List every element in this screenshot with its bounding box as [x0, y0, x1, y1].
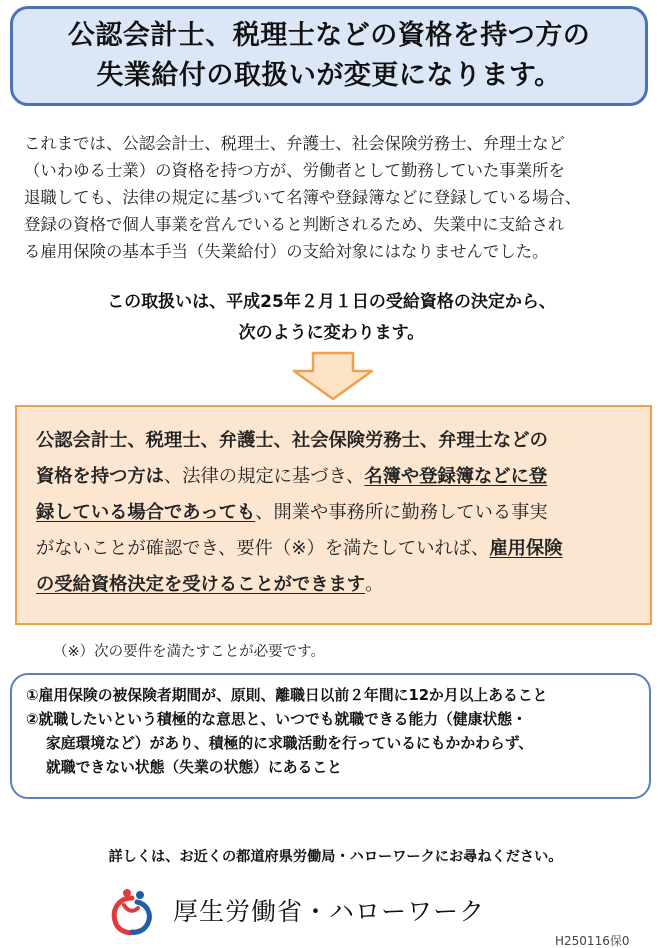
intro-line: （いわゆる士業）の資格を持つ方が、労働者として勤務していた事業所を: [24, 161, 565, 180]
highlight-text: 資格を持つ方は: [36, 466, 164, 487]
change-announcement: [0, 287, 663, 349]
highlight-underline: 名簿や登録簿などに登: [364, 466, 548, 487]
requirement-2-continued: 就職できない状態（失業の状態）にあること: [46, 759, 342, 776]
highlight-text: 、法律の規定に基づき、: [163, 466, 365, 487]
intro-line: これまでは、公認会計士、税理士、弁護士、社会保険労務士、弁理士など: [24, 134, 565, 153]
requirements-note: （※）次の要件を満たすことが必要です。: [53, 644, 325, 660]
requirement-2: ②就職したいという積極的な意思と、いつでも就職できる能力（健康状態・: [26, 711, 527, 728]
ministry-name: 厚生労働省・ハローワーク: [173, 897, 486, 926]
intro-paragraph: [24, 130, 644, 265]
intro-line: 登録の資格で個人事業を営んでいると判断されるため、失業中に支給され: [24, 215, 565, 234]
down-arrow-icon: [291, 351, 375, 401]
highlight-underline: 雇用保険: [489, 538, 563, 559]
highlight-underline: 録している場合であっても: [36, 502, 256, 523]
inquiry-text: 詳しくは、お近くの都道府県労働局・ハローワークにお尋ねください。: [108, 849, 563, 865]
mhlw-logo-icon: [110, 888, 156, 936]
highlight-box: [15, 405, 652, 625]
highlight-text: 公認会計士、税理士、弁護士、社会保険労務士、弁理士などの: [36, 430, 548, 451]
title-line-1: 公認会計士、税理士などの資格を持つ方の: [67, 20, 591, 51]
highlight-text: 、開業や事務所に勤務している事実: [255, 502, 548, 523]
requirement-1: ①雇用保険の被保険者期間が、原則、離職日以前２年間に12か月以上あること: [26, 687, 548, 704]
requirements-box: [10, 673, 651, 799]
highlight-underline: の受給資格決定を受けることができます: [36, 574, 366, 595]
highlight-text: がないことが確認でき、要件（※）を満たしていれば、: [36, 538, 490, 559]
intro-line: る雇用保険の基本手当（失業給付）の支給対象にはなりませんでした。: [24, 242, 549, 261]
title-banner: [10, 6, 648, 106]
requirement-2-continued: 家庭環境など）があり、積極的に求職活動を行っているにもかかわらず、: [46, 735, 534, 752]
change-line-2: 次のように変わります。: [238, 323, 425, 343]
intro-line: 退職しても、法律の規定に基づいて名簿や登録簿などに登録している場合、: [24, 188, 582, 207]
title-line-2: 失業給付の取扱いが変更になります。: [96, 60, 562, 91]
change-line-1: この取扱いは、平成25年２月１日の受給資格の決定から、: [107, 292, 556, 312]
document-code: H250116保0: [555, 934, 630, 948]
highlight-text: 。: [365, 574, 384, 595]
